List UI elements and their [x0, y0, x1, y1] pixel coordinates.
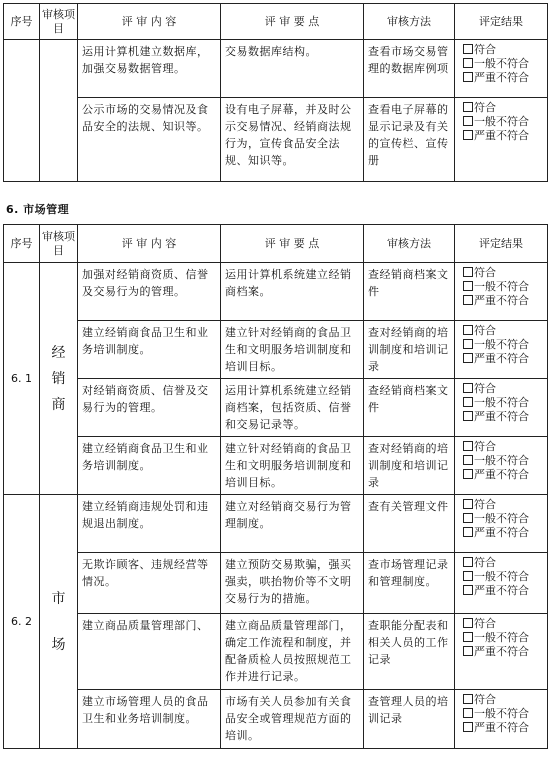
method-cell: 查看电子屏幕的显示记录及有关的宣传栏、宣传册: [368, 103, 449, 167]
option-ok[interactable]: 符合: [463, 43, 545, 57]
checkbox-icon[interactable]: [463, 527, 473, 537]
option-ok[interactable]: 符合: [463, 101, 545, 115]
item-cell: [40, 40, 78, 182]
option-ok[interactable]: 符合: [463, 693, 545, 707]
content-cell: 建立经销商食品卫生和业务培训制度。: [82, 326, 209, 356]
table-row: [4, 321, 548, 379]
checkbox-icon[interactable]: [463, 694, 473, 704]
checkbox-icon[interactable]: [463, 571, 473, 581]
header-item: 审核项目: [40, 225, 78, 263]
content-cell: 建立商品质量管理部门、: [82, 619, 209, 632]
option-ok[interactable]: 符合: [463, 498, 545, 512]
content-cell: 建立经销商食品卫生和业务培训制度。: [82, 442, 209, 472]
option-ok[interactable]: 符合: [463, 324, 545, 338]
checkbox-icon[interactable]: [463, 281, 473, 291]
result-cell: [455, 321, 548, 379]
method-cell: 查管理人员的培训记录: [368, 695, 449, 725]
seq-cell: 6. 2: [4, 495, 40, 749]
header-points: 评 审 要 点: [221, 225, 364, 263]
review-table-top: [3, 3, 548, 182]
method-cell: 查经销商档案文件: [368, 268, 449, 298]
points-cell: 市场有关人员参加有关食品安全或管理规范方面的培训。: [225, 695, 352, 742]
method-cell: 查对经销商的培训制度和培训记录: [368, 442, 449, 489]
content-cell: 建立市场管理人员的食品卫生和业务培训制度。: [82, 695, 209, 725]
option-major[interactable]: 严重不符合: [463, 468, 545, 482]
table-row: [4, 553, 548, 614]
result-cell: [455, 263, 548, 321]
option-ok[interactable]: 符合: [463, 382, 545, 396]
option-major[interactable]: 严重不符合: [463, 71, 545, 85]
checkbox-icon[interactable]: [463, 441, 473, 451]
option-minor[interactable]: 一般不符合: [463, 570, 545, 584]
points-cell: 运用计算机系统建立经销商档案，包括资质、信誉和交易记录等。: [225, 384, 352, 431]
item-char: 经: [51, 344, 66, 361]
table-row: [4, 614, 548, 690]
points-cell: 建立对经销商交易行为管理制度。: [225, 500, 352, 530]
option-minor[interactable]: 一般不符合: [463, 454, 545, 468]
item-char: 商: [51, 396, 66, 413]
header-content: 评 审 内 容: [78, 225, 221, 263]
method-cell: 查有关管理文件: [368, 500, 449, 513]
table-row: [4, 690, 548, 749]
result-cell: [455, 98, 548, 182]
checkbox-icon[interactable]: [463, 708, 473, 718]
review-table-market-management: [3, 224, 548, 749]
option-major[interactable]: 严重不符合: [463, 352, 545, 366]
content-cell: 对经销商资质、信誉及交易行为的管理。: [82, 384, 209, 414]
checkbox-icon[interactable]: [463, 632, 473, 642]
result-cell: [455, 690, 548, 749]
header-result: 评定结果: [455, 4, 548, 40]
section-title: 6. 市场管理: [6, 203, 70, 216]
method-cell: 查看市场交易管理的数据库例项: [368, 45, 449, 75]
result-cell: [455, 379, 548, 437]
checkbox-icon[interactable]: [463, 383, 473, 393]
option-minor[interactable]: 一般不符合: [463, 280, 545, 294]
points-cell: 建立针对经销商的食品卫生和文明服务培训制度和培训目标。: [225, 326, 352, 373]
seq-cell: 6. 1: [4, 263, 40, 495]
header-content: 评 审 内 容: [78, 4, 221, 40]
checkbox-icon[interactable]: [463, 116, 473, 126]
option-major[interactable]: 严重不符合: [463, 721, 545, 735]
checkbox-icon[interactable]: [463, 325, 473, 335]
seq-cell: [4, 40, 40, 182]
option-minor[interactable]: 一般不符合: [463, 707, 545, 721]
checkbox-icon[interactable]: [463, 411, 473, 421]
option-minor[interactable]: 一般不符合: [463, 512, 545, 526]
result-cell: [455, 437, 548, 495]
checkbox-icon[interactable]: [463, 72, 473, 82]
checkbox-icon[interactable]: [463, 618, 473, 628]
item-cell: [40, 495, 78, 749]
result-cell: [455, 40, 548, 98]
method-cell: 查市场管理记录和管理制度。: [368, 558, 449, 588]
points-cell: 建立预防交易欺骗，强买强卖，哄抬物价等不文明交易行为的措施。: [225, 558, 352, 605]
option-major[interactable]: 严重不符合: [463, 526, 545, 540]
checkbox-icon[interactable]: [463, 646, 473, 656]
checkbox-icon[interactable]: [463, 469, 473, 479]
option-major[interactable]: 严重不符合: [463, 129, 545, 143]
content-cell: 公示市场的交易情况及食品安全的法规、知识等。: [82, 103, 209, 133]
checkbox-icon[interactable]: [463, 295, 473, 305]
method-cell: 查职能分配表和相关人员的工作记录: [368, 619, 449, 666]
item-char: 市: [51, 590, 66, 607]
method-cell: 查经销商档案文件: [368, 384, 449, 414]
item-cell: [40, 263, 78, 495]
result-cell: [455, 495, 548, 553]
header-seq: 序号: [4, 4, 40, 40]
checkbox-icon[interactable]: [463, 267, 473, 277]
table-row: [4, 40, 548, 98]
option-ok[interactable]: 符合: [463, 617, 545, 631]
points-cell: 建立商品质量管理部门，确定工作流程和制度，并配备质检人员按照规范工作并进行记录。: [225, 619, 352, 683]
checkbox-icon[interactable]: [463, 397, 473, 407]
checkbox-icon[interactable]: [463, 557, 473, 567]
table-row: [4, 495, 548, 553]
option-minor[interactable]: 一般不符合: [463, 631, 545, 645]
option-minor[interactable]: 一般不符合: [463, 338, 545, 352]
item-char: 销: [51, 370, 66, 387]
checkbox-icon[interactable]: [463, 44, 473, 54]
result-cell: [455, 553, 548, 614]
checkbox-icon[interactable]: [463, 585, 473, 595]
option-major[interactable]: 严重不符合: [463, 584, 545, 598]
option-major[interactable]: 严重不符合: [463, 410, 545, 424]
header-points: 评 审 要 点: [221, 4, 364, 40]
option-major[interactable]: 严重不符合: [463, 294, 545, 308]
table-row: [4, 98, 548, 182]
checkbox-icon[interactable]: [463, 58, 473, 68]
table-row: [4, 263, 548, 321]
header-method: 审核方法: [364, 4, 455, 40]
checkbox-icon[interactable]: [463, 455, 473, 465]
table-header-row: [4, 4, 548, 40]
option-minor[interactable]: 一般不符合: [463, 115, 545, 129]
item-char: 场: [51, 636, 66, 653]
header-seq: 序号: [4, 225, 40, 263]
points-cell: 建立针对经销商的食品卫生和文明服务培训制度和培训目标。: [225, 442, 352, 489]
option-minor[interactable]: 一般不符合: [463, 57, 545, 71]
option-ok[interactable]: 符合: [463, 266, 545, 280]
content-cell: 无欺诈顾客、违规经营等情况。: [82, 558, 209, 588]
checkbox-icon[interactable]: [463, 353, 473, 363]
checkbox-icon[interactable]: [463, 499, 473, 509]
method-cell: 查对经销商的培训制度和培训记录: [368, 326, 449, 373]
checkbox-icon[interactable]: [463, 102, 473, 112]
header-item: 审核项目: [40, 4, 78, 40]
header-result: 评定结果: [455, 225, 548, 263]
option-ok[interactable]: 符合: [463, 556, 545, 570]
checkbox-icon[interactable]: [463, 722, 473, 732]
points-cell: 交易数据库结构。: [225, 45, 317, 58]
option-major[interactable]: 严重不符合: [463, 645, 545, 659]
table-row: [4, 437, 548, 495]
content-cell: 运用计算机建立数据库，加强交易数据管理。: [82, 45, 209, 75]
table-row: [4, 379, 548, 437]
points-cell: 运用计算机系统建立经销商档案。: [225, 268, 352, 298]
content-cell: 加强对经销商资质、信誉及交易行为的管理。: [82, 268, 209, 298]
points-cell: 设有电子屏幕，并及时公示交易情况、经销商法规行为，宣传食品安全法规、知识等。: [225, 103, 352, 167]
header-method: 审核方法: [364, 225, 455, 263]
checkbox-icon[interactable]: [463, 513, 473, 523]
content-cell: 建立经销商违规处罚和违规退出制度。: [82, 500, 209, 530]
table-header-row: [4, 225, 548, 263]
option-ok[interactable]: 符合: [463, 440, 545, 454]
checkbox-icon[interactable]: [463, 339, 473, 349]
result-cell: [455, 614, 548, 690]
option-minor[interactable]: 一般不符合: [463, 396, 545, 410]
checkbox-icon[interactable]: [463, 130, 473, 140]
